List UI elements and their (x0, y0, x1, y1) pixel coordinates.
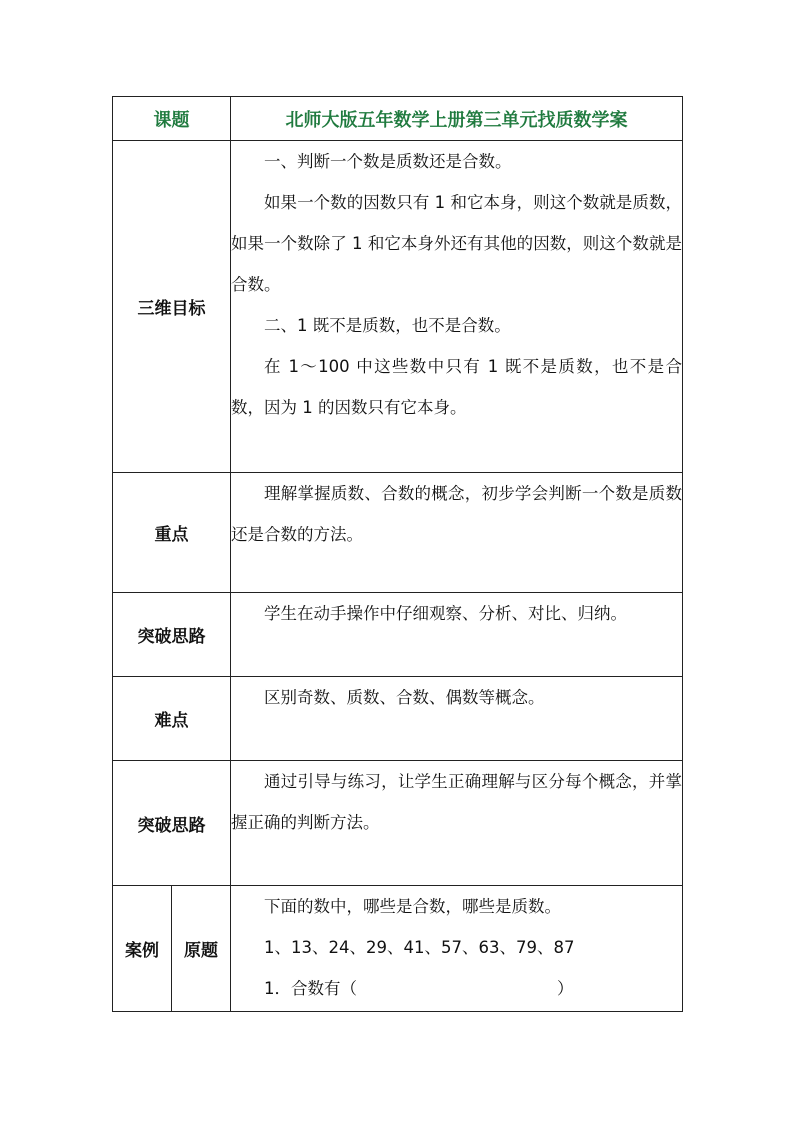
lesson-plan-table (112, 96, 683, 1012)
goals-row (113, 141, 683, 473)
lesson-title: 北师大版五年数学上册第三单元找质数学案 (231, 97, 683, 141)
approach-row-2 (113, 761, 683, 886)
case-content (231, 886, 683, 1012)
approach-content-2 (231, 761, 683, 886)
difficulty-text: 区别奇数、质数、合数、偶数等概念。 (264, 688, 545, 707)
approach-row-1 (113, 593, 683, 677)
original-question-label: 原题 (172, 886, 231, 1012)
topic-label: 课题 (113, 97, 231, 141)
title-row (113, 97, 683, 141)
goals-line-1: 一、判断一个数是质数还是合数。 (264, 152, 512, 171)
approach-label-2: 突破思路 (113, 761, 231, 886)
case-label: 案例 (113, 886, 172, 1012)
key-point-label: 重点 (113, 473, 231, 593)
goals-line-2: 如果一个数的因数只有 1 和它本身，则这个数就是质数，如果一个数除了 1 和它本身外还有其他的因数，则这个数就是合数。 (231, 193, 682, 294)
key-point-text: 理解掌握质数、合数的概念，初步学会判断一个数是质数还是合数的方法。 (231, 484, 682, 544)
goals-line-4: 在 1～100 中这些数中只有 1 既不是质数，也不是合数，因为 1 的因数只有它本身。 (231, 357, 682, 417)
key-point-row (113, 473, 683, 593)
goals-content (231, 141, 683, 473)
approach-label-1: 突破思路 (113, 593, 231, 677)
case-row (113, 886, 683, 1012)
case-numbers: 1、13、24、29、41、57、63、79、87 (264, 938, 575, 957)
goals-line-3: 二、1 既不是质数，也不是合数。 (264, 316, 511, 335)
key-point-content (231, 473, 683, 593)
difficulty-label: 难点 (113, 677, 231, 761)
approach-text-2: 通过引导与练习，让学生正确理解与区分每个概念，并掌握正确的判断方法。 (231, 772, 682, 832)
goals-label: 三维目标 (113, 141, 231, 473)
difficulty-content (231, 677, 683, 761)
case-question: 下面的数中，哪些是合数，哪些是质数。 (264, 897, 561, 916)
approach-content-1 (231, 593, 683, 677)
composite-answer-line (231, 968, 682, 1009)
difficulty-row (113, 677, 683, 761)
answer-prefix: 1．合数有（ (264, 979, 357, 998)
answer-suffix: ） (557, 979, 574, 998)
approach-text-1: 学生在动手操作中仔细观察、分析、对比、归纳。 (264, 604, 627, 623)
